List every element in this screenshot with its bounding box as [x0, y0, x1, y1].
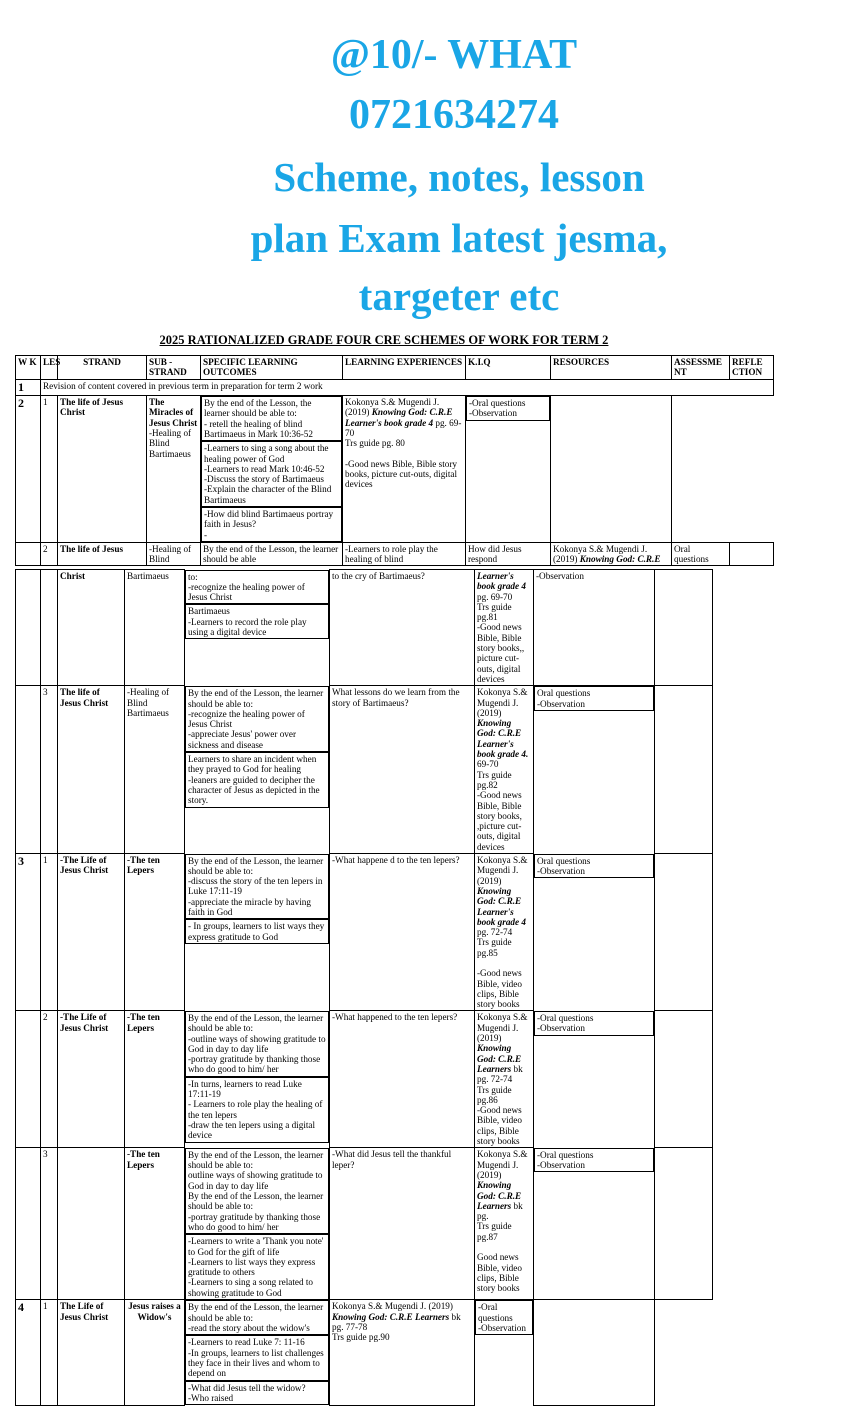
outcomes-cell: By the end of the Lesson, the learner should be able to: -read the story about the widow's: [185, 1300, 329, 1335]
lesson-number: 1: [41, 854, 58, 1011]
lesson-number: [41, 570, 58, 686]
resources-book: Knowing God: C.R.E Learners: [477, 1180, 522, 1211]
resources-book: Knowing God: C.R.E: [579, 554, 661, 565]
week-number: 3: [16, 854, 41, 1011]
week-number: 4: [16, 1300, 41, 1405]
assessment-cell: Oral questions -Observation: [534, 854, 654, 879]
resources-author: Kokonya S.& Mugendi J. (2019): [553, 543, 648, 565]
table-row: [16, 379, 774, 395]
resources-author: Kokonya S.& Mugendi J. (2019): [332, 1301, 453, 1312]
lesson-number: 2: [41, 1011, 58, 1148]
scheme-table-page-1: [15, 355, 774, 566]
promo-line-2: 0721634274: [349, 92, 559, 138]
kiq-cell: to the cry of Bartimaeus?: [330, 570, 475, 686]
kiq-cell: -How did blind Bartimaeus portray faith in Jesus? -: [201, 507, 342, 542]
outcomes-cell: By the end of the Lesson, the learner should be able to: -outline ways of showing gratitude to God in day to day life -portray gratitude by thanking those who do good to him/ her: [185, 1011, 329, 1077]
outcomes-cell: to: -recognize the healing power of Jesus Christ: [185, 570, 329, 605]
outcomes-cell: By the end of the Lesson, the learner should be able to: -recognize the healing power of Jesus Christ -appreciate Jesus' power over sickness and disease: [185, 686, 329, 752]
lesson-number: 3: [41, 1148, 58, 1300]
header-resources: RESOURCES: [551, 356, 672, 380]
resources-book: Knowing God: C.R.E Learners: [332, 1311, 450, 1322]
kiq-cell: What lessons do we learn from the story of Bartimaeus?: [330, 686, 475, 854]
experiences-cell: - In groups, learners to list ways they express gratitude to God: [185, 919, 329, 944]
table-row: [16, 396, 774, 543]
sub-strand-cell: -The ten Lepers: [125, 1148, 185, 1300]
header-row: [16, 356, 774, 380]
table-row: [16, 686, 759, 854]
resources-author: Kokonya S.& Mugendi J. (2019): [477, 855, 528, 886]
experiences-cell: -In turns, learners to read Luke 17:11-19 - Learners to role play the healing of the ten lepers -draw the ten lepers using a digital device: [185, 1077, 329, 1143]
strand-cell: Christ: [58, 570, 125, 686]
header-reflection: REFLE CTION: [730, 356, 774, 380]
assessment-cell: Oral questions: [672, 542, 730, 566]
assessment-cell: Oral questions -Observation: [534, 686, 654, 711]
reflection-cell: [655, 686, 713, 854]
sub-strand-cell: -Healing of Blind Bartimaeus: [125, 686, 185, 854]
strand-cell: -The Life of Jesus Christ: [58, 1011, 125, 1148]
strand-cell: The life of Jesus: [58, 542, 147, 566]
experiences-cell: Bartimaeus -Learners to record the role play using a digital device: [185, 604, 329, 639]
resources-details: pg. 72-74 Trs guide pg.85 -Good news Bible, video clips, Bible story books: [477, 927, 522, 1010]
resources-book: Knowing God: C.R.E Learners: [477, 1043, 522, 1074]
table-row: [16, 1300, 759, 1405]
resources-cell: [475, 1011, 534, 1148]
promo-line-5: targeter etc: [358, 273, 560, 319]
reflection-cell: [655, 1148, 713, 1300]
experiences-cell: -Learners to sing a song about the healing power of God -Learners to read Mark 10:46-52 -Discuss the story of Bartimaeus -Explain the character of the Blind Bartimaeus: [201, 441, 342, 507]
assessment-cell: -Oral questions -Observation: [534, 1011, 654, 1036]
lesson-number: 1: [41, 1300, 58, 1405]
resources-details: 69-70 Trs guide pg.82 -Good news Bible, Bible story books, ,picture cut-outs, digital devices: [477, 759, 522, 852]
week-number: [16, 542, 41, 566]
resources-book: Knowing God: C.R.E Learner's book grade 4: [345, 407, 453, 428]
resources-book: Knowing God: C.R.E Learner's book grade 4.: [477, 718, 529, 760]
reflection-cell: [551, 396, 672, 543]
kiq-cell: -What happened to the ten lepers?: [330, 1011, 475, 1148]
lesson-number: 3: [41, 686, 58, 854]
reflection-cell: [534, 1300, 655, 1405]
table-row: [16, 570, 759, 686]
resources-author: Kokonya S.& Mugendi J. (2019): [477, 687, 528, 718]
experiences-cell: Learners to share an incident when they prayed to God for healing -leaners are guided to decipher the character of Jesus as depicted in the story.: [185, 752, 329, 807]
table-row: [16, 1011, 759, 1148]
reflection-cell: [655, 570, 713, 686]
outcomes-cell: By the end of the Lesson, the learner should be able to: -discuss the story of the ten lepers in Luke 17:11-19 -appreciate the miracle by having faith in God: [185, 854, 329, 920]
strand-cell: The life of Jesus Christ: [58, 686, 125, 854]
week-number: [16, 686, 41, 854]
header-kiq: K.I.Q: [466, 356, 551, 380]
header-experiences: LEARNING EXPERIENCES: [343, 356, 466, 380]
kiq-cell: -What did Jesus tell the thankful leper?: [330, 1148, 475, 1300]
resources-cell: [330, 1300, 475, 1405]
sub-strand-cell: -The ten Lepers: [125, 854, 185, 1011]
resources-book: Knowing God: C.R.E Learner's book grade 4: [477, 885, 526, 927]
sub-strand-text: -Healing of Blind Bartimaeus: [149, 427, 192, 459]
strand-cell: -The Life of Jesus Christ: [58, 854, 125, 1011]
header-strand: STRAND: [58, 356, 147, 380]
resources-cell: [551, 542, 672, 566]
strand-cell: [58, 1148, 125, 1300]
resources-details: bk pg. Trs guide pg.87 Good news Bible, video clips, Bible story books: [477, 1200, 523, 1294]
header-outcomes: SPECIFIC LEARNING OUTCOMES: [201, 356, 343, 380]
outcomes-cell: By the end of the Lesson, the learner should be able to: - retell the healing of blind Bartimaeus in Mark 10:36-52: [201, 396, 342, 441]
reflection-cell: [655, 1011, 713, 1148]
assessment-cell: -Oral questions -Observation: [534, 1148, 654, 1173]
revision-note: Revision of content covered in previous term in preparation for term 2 work: [41, 379, 774, 395]
week-number: [16, 570, 41, 686]
week-number: [16, 1148, 41, 1300]
experiences-cell: -Learners to role play the healing of blind: [343, 542, 466, 566]
resources-author: Kokonya S.& Mugendi J. (2019): [477, 1149, 528, 1180]
outcomes-cell: By the end of the Lesson, the learner should be able to: outline ways of showing gratitude to God in day to day life By the end of the Lesson, the learner should be able to: -portray gratitude by thanking those who do good to him/ her: [185, 1148, 329, 1234]
lesson-number: 2: [41, 542, 58, 566]
resources-cell: [343, 396, 466, 543]
outcomes-cell: By the end of the Lesson, the learner should be able: [201, 542, 343, 566]
table-row: [16, 854, 759, 1011]
kiq-cell: -What happene d to the ten lepers?: [330, 854, 475, 1011]
assessment-cell: -Observation: [534, 570, 655, 686]
resources-author: Kokonya S.& Mugendi J. (2019): [477, 1012, 528, 1044]
sub-strand-cell: -The ten Lepers: [125, 1011, 185, 1148]
kiq-cell: How did Jesus respond: [466, 542, 551, 566]
resources-details: bk pg. 72-74 Trs guide pg.86 -Good news Bible, video clips, Bible story books: [477, 1063, 523, 1147]
week-number: 1: [16, 379, 41, 395]
kiq-cell: -What did Jesus tell the widow? -Who raised: [185, 1381, 329, 1406]
resources-cell: [475, 1148, 534, 1300]
header-sub-strand: SUB - STRAND: [147, 356, 201, 380]
strand-cell: The life of Jesus Christ: [58, 396, 147, 543]
sub-strand-cell: -Healing of Blind: [147, 542, 201, 566]
resources-cell: [475, 854, 534, 1011]
resources-cell: [475, 570, 534, 686]
strand-cell: The Life of Jesus Christ: [58, 1300, 125, 1405]
resources-author: Kokonya S.& Mugendi J. (2019): [345, 397, 440, 418]
header-les: LES: [41, 356, 58, 380]
resources-details: pg. 69-70 Trs guide pg. 80 -Good news Bible, Bible story books, picture cut-outs, digital devices: [345, 417, 462, 490]
document-title: 2025 RATIONALIZED GRADE FOUR CRE SCHEMES OF WORK FOR TERM 2: [159, 333, 609, 347]
scheme-table-page-2: [15, 569, 759, 1406]
promo-line-3: Scheme, notes, lesson: [273, 154, 645, 200]
resources-details: pg. 69-70 Trs guide pg.81 -Good news Bible, Bible story books,, picture cut-outs, digital devices: [477, 591, 525, 684]
header-assessment: ASSESSME NT: [672, 356, 730, 380]
resources-cell: [475, 686, 534, 854]
week-number: [16, 1011, 41, 1148]
table-row: [16, 1148, 759, 1300]
promo-line-1: @10/- WHAT: [330, 32, 578, 78]
experiences-cell: -Learners to write a 'Thank you note' to God for the gift of life -Learners to list ways they express gratitude to others -Learners to sing a song related to showing gratitude to God: [185, 1234, 329, 1300]
table-row: [16, 542, 774, 566]
sub-strand-cell: [147, 396, 201, 543]
sub-strand-title: The Miracles of Jesus Christ: [149, 397, 198, 428]
reflection-cell: [730, 542, 774, 566]
resources-details: bk pg. 77-78 Trs guide pg.90: [332, 1311, 461, 1343]
experiences-cell: -Learners to read Luke 7: 11-16 -In groups, learners to list challenges they face in their lives and whom to depend on: [185, 1335, 329, 1380]
sub-strand-cell: Jesus raises a Widow's: [125, 1300, 185, 1405]
assessment-cell: -Oral questions -Observation: [466, 396, 550, 421]
reflection-cell: [655, 854, 713, 1011]
sub-strand-cell: Bartimaeus: [125, 570, 185, 686]
header-wk: W K: [16, 356, 41, 380]
assessment-cell: -Oral questions -Observation: [475, 1300, 533, 1335]
week-number: 2: [16, 396, 41, 543]
lesson-number: 1: [41, 396, 58, 543]
resources-book: Learner's book grade 4: [477, 571, 526, 592]
promo-line-4: plan Exam latest jesma,: [250, 215, 668, 261]
